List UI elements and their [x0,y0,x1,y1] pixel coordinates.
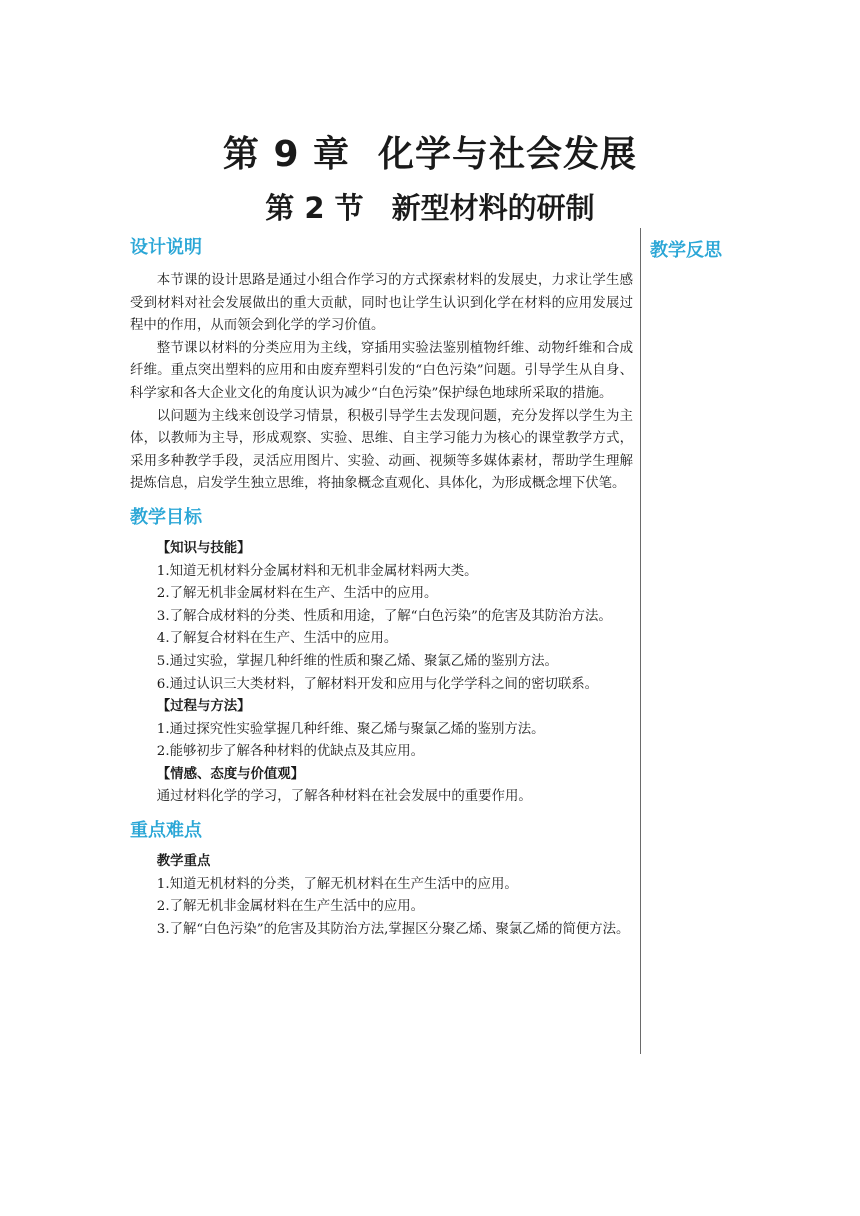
section-title [0,186,860,227]
chapter-name: 化学与社会发展 [378,134,638,175]
chapter-number: 第 9 章 [222,134,351,175]
emotion-label: 【情感、态度与价值观】 [156,766,305,782]
section-number: 第 2 节 [265,191,364,225]
key-sub-heading: 教学重点 [156,854,211,870]
chapter-title [0,126,860,177]
design-paragraph: 本节课的设计思路是通过小组合作学习的方式探索材料的发展史，力求让学生感受到材料对社会发展做出的重大贡献，同时也让学生认识到化学在材料的应用发展过程中的作用，从而领会到化学的学习价值。 [130,273,633,334]
goals-heading: 教学目标 [130,506,202,528]
emotion-item: 通过材料化学的学习，了解各种材料在社会发展中的重要作用。 [156,789,532,805]
column-divider [640,228,641,1054]
key-item: 3.了解“白色污染”的危害及其防治方法,掌握区分聚乙烯、聚氯乙烯的简便方法。 [156,921,630,937]
knowledge-item: 2.了解无机非金属材料在生产、生活中的应用。 [156,586,438,602]
process-item: 1.通过探究性实验掌握几种纤维、聚乙烯与聚氯乙烯的鉴别方法。 [156,721,545,737]
process-label: 【过程与方法】 [156,699,251,715]
reflection-heading: 教学反思 [650,240,722,261]
knowledge-item: 6.通过认识三大类材料，了解材料开发和应用与化学学科之间的密切联系。 [156,676,599,692]
design-paragraph: 整节课以材料的分类应用为主线，穿插用实验法鉴别植物纤维、动物纤维和合成纤维。重点突出塑料的应用和由废弃塑料引发的“白色污染”问题。引导学生从自身、科学家和各大企业文化的角度认识为减少“白色污染”保护绿色地球所采取的措施。 [130,340,633,401]
knowledge-label: 【知识与技能】 [156,540,251,556]
knowledge-item: 3.了解合成材料的分类、性质和用途，了解“白色污染”的危害及其防治方法。 [156,608,612,624]
process-item: 2.能够初步了解各种材料的优缺点及其应用。 [156,744,424,760]
key-heading: 重点难点 [130,820,202,842]
key-item: 2.了解无机非金属材料在生产生活中的应用。 [156,899,424,915]
knowledge-item: 1.知道无机材料分金属材料和无机非金属材料两大类。 [156,563,478,579]
key-item: 1.知道无机材料的分类，了解无机材料在生产生活中的应用。 [156,876,518,892]
design-paragraph: 以问题为主线来创设学习情景，积极引导学生去发现问题，充分发挥以学生为主体，以教师为主导，形成观察、实验、思维、自主学习能力为核心的课堂教学方式，采用多种教学手段，灵活应用图片、实验、动画、视频等多媒体素材，帮助学生理解提炼信息，启发学生独立思维，将抽象概念直观化、具体化，为形成概念埋下伏笔。 [130,408,633,492]
section-name: 新型材料的研制 [391,191,595,225]
knowledge-item: 4.了解复合材料在生产、生活中的应用。 [156,631,398,647]
knowledge-item: 5.通过实验，掌握几种纤维的性质和聚乙烯、聚氯乙烯的鉴别方法。 [156,653,558,669]
design-heading: 设计说明 [130,237,202,258]
main-column [130,234,633,941]
